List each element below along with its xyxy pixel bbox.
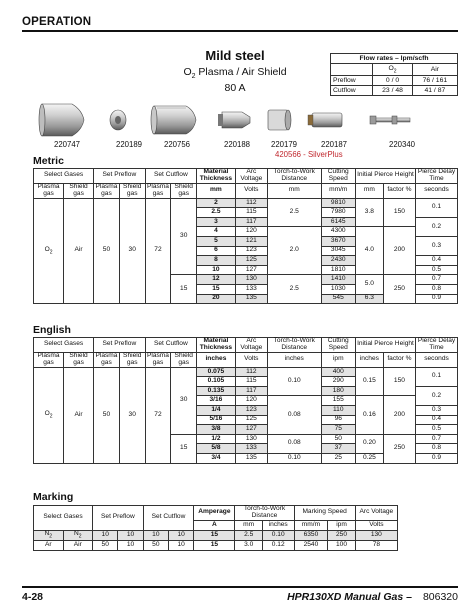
- unit-pierce: mm: [355, 183, 383, 198]
- hdr-pierce-delay: Pierce Delay Time: [416, 169, 458, 184]
- marking-cell: 2540: [294, 540, 328, 550]
- unit-delay: seconds: [416, 183, 458, 198]
- voltage-cell: 127: [235, 265, 267, 275]
- hdr-initial-pierce-height: Initial Pierce Height: [355, 338, 415, 353]
- gas-subtitle: $O_2$ Plasma / Air Shield: [183, 66, 287, 81]
- marking-gas-cell: $N_2$: [34, 530, 64, 540]
- speed-cell: 96: [321, 415, 355, 425]
- voltage-cell: 121: [235, 237, 267, 247]
- nozzle-retaining-cap-image: [151, 106, 196, 134]
- unit-distance: mm: [267, 183, 321, 198]
- cutflow-shield-cell: 30: [171, 198, 197, 275]
- unit-amperage: A: [194, 520, 235, 530]
- delay-cell: 0.4: [416, 415, 458, 425]
- hdr-set-preflow: Set Preflow: [94, 169, 146, 184]
- voltage-cell: 127: [235, 425, 267, 435]
- marking-cell: 15: [194, 530, 235, 540]
- speed-cell: 37: [321, 444, 355, 454]
- speed-cell: 1810: [321, 265, 355, 275]
- hdr-material-thickness: Material Thickness: [197, 338, 236, 353]
- flow-cell: 76 / 161: [412, 76, 457, 86]
- factor-cell: 200: [383, 227, 415, 275]
- plasma-gas-cell: $O_2$: [34, 367, 64, 463]
- silverplus-part-number: 420566 - SilverPlus: [275, 150, 343, 159]
- delay-cell: 0.5: [416, 265, 458, 275]
- distance-cell: 0.10: [267, 367, 321, 396]
- speed-cell: 75: [321, 425, 355, 435]
- cutflow-shield-cell: 15: [171, 434, 197, 463]
- marking-cell: 15: [194, 540, 235, 550]
- marking-gas-cell: $N_2$: [63, 530, 93, 540]
- shield-image: [110, 110, 126, 130]
- unit-volts: Volts: [355, 520, 397, 530]
- speed-cell: 50: [321, 434, 355, 444]
- part-number: 220756: [164, 140, 191, 149]
- marking-cell: 10: [169, 530, 194, 540]
- preflow-shield-cell: 30: [119, 198, 145, 304]
- voltage-cell: 133: [235, 285, 267, 295]
- factor-cell: 200: [383, 396, 415, 434]
- preflow-plasma-cell: 50: [94, 198, 120, 304]
- hdr-plasma-gas: Plasma gas: [146, 182, 169, 197]
- hdr-amperage: Amperage: [194, 506, 235, 521]
- plasma-gas-cell: $O_2$: [34, 198, 64, 304]
- unit-inches: inches: [262, 520, 294, 530]
- pierce-height-cell: 0.15: [355, 367, 383, 396]
- hdr-select-gases: Select Gases: [34, 169, 94, 184]
- hdr-set-cutflow: Set Cutflow: [145, 169, 197, 184]
- speed-cell: 25: [321, 454, 355, 464]
- flow-col-o2: $O_2$: [373, 64, 412, 76]
- cutflow-shield-cell: 15: [171, 275, 197, 304]
- factor-cell: 150: [383, 367, 415, 396]
- speed-cell: 1410: [321, 275, 355, 285]
- distance-cell: 0.08: [267, 396, 321, 434]
- hdr-arc-voltage: Arc Voltage: [235, 338, 267, 353]
- marking-cell: 10: [118, 540, 143, 550]
- voltage-cell: 135: [235, 454, 267, 464]
- cutflow-shield-cell: 30: [171, 367, 197, 434]
- unit-thickness: inches: [197, 352, 236, 367]
- speed-cell: 9810: [321, 198, 355, 208]
- delay-cell: 0.9: [416, 454, 458, 464]
- thickness-cell: 10: [197, 265, 236, 275]
- hdr-cutting-speed: Cutting Speed: [321, 169, 355, 184]
- distance-cell: 2.5: [267, 275, 321, 304]
- marking-gas-cell: Ar: [34, 540, 64, 550]
- part-number: 220179: [271, 140, 298, 149]
- voltage-cell: 125: [235, 256, 267, 266]
- voltage-cell: 117: [235, 386, 267, 396]
- metric-table: [33, 168, 458, 304]
- hdr-arc-voltage: Arc Voltage: [235, 169, 267, 184]
- speed-cell: 7980: [321, 208, 355, 218]
- marking-cell: 10: [118, 530, 143, 540]
- thickness-cell: 3/8: [197, 425, 236, 435]
- distance-cell: 0.10: [267, 454, 321, 464]
- voltage-cell: 125: [235, 415, 267, 425]
- thickness-cell: 0.105: [197, 377, 236, 387]
- english-table: [33, 337, 458, 464]
- part-number: 220340: [389, 140, 416, 149]
- hdr-initial-pierce-height: Initial Pierce Height: [355, 169, 415, 184]
- unit-factor: factor %: [383, 183, 415, 198]
- voltage-cell: 120: [235, 227, 267, 237]
- electrode-image: [308, 113, 342, 127]
- thickness-cell: 2: [197, 198, 236, 208]
- delay-cell: 0.8: [416, 285, 458, 295]
- marking-cell: 50: [93, 540, 118, 550]
- pierce-height-cell: 4.0: [355, 227, 383, 275]
- hdr-cutting-speed: Cutting Speed: [321, 338, 355, 353]
- english-heading: English: [33, 324, 71, 336]
- footer-rule: [22, 586, 458, 588]
- shield-gas-cell: Air: [64, 198, 94, 304]
- marking-heading: Marking: [33, 491, 74, 503]
- thickness-cell: 1/2: [197, 434, 236, 444]
- speed-cell: 3045: [321, 246, 355, 256]
- hdr-shield-gas: Shield gas: [64, 183, 94, 198]
- thickness-cell: 0.135: [197, 386, 236, 396]
- hdr-pierce-delay: Pierce Delay Time: [416, 338, 458, 353]
- delay-cell: 0.4: [416, 256, 458, 266]
- nozzle-image: [218, 112, 250, 128]
- hdr-plasma-gas: Plasma gas: [146, 351, 169, 366]
- page-number: 4-28: [22, 591, 44, 603]
- factor-cell: 250: [383, 275, 415, 304]
- delay-cell: 0.7: [416, 434, 458, 444]
- amperage-subtitle: 80 A: [224, 82, 246, 94]
- delay-cell: 0.2: [416, 386, 458, 405]
- flow-cell: 23 / 48: [373, 86, 412, 96]
- section-title: OPERATION: [22, 16, 92, 28]
- speed-cell: 545: [321, 294, 355, 304]
- hdr-select-gases: Select Gases: [34, 338, 94, 353]
- marking-cell: 0.12: [262, 540, 294, 550]
- manual-title: HPR130XD Manual Gas –: [287, 591, 412, 603]
- hdr-plasma-gas: Plasma gas: [95, 182, 118, 197]
- hdr-set-preflow: Set Preflow: [93, 506, 144, 531]
- thickness-cell: 1/4: [197, 406, 236, 416]
- voltage-cell: 130: [235, 434, 267, 444]
- part-number: 220187: [321, 140, 348, 149]
- hdr-marking-speed: Marking Speed: [294, 506, 355, 521]
- pierce-height-cell: 3.8: [355, 198, 383, 227]
- thickness-cell: 2.5: [197, 208, 236, 218]
- marking-cell: 250: [328, 530, 355, 540]
- unit-thickness: mm: [197, 183, 236, 198]
- speed-cell: 155: [321, 396, 355, 406]
- voltage-cell: 123: [235, 406, 267, 416]
- thickness-cell: 12: [197, 275, 236, 285]
- hdr-torch-distance: Torch-to-Work Distance: [235, 506, 294, 521]
- hdr-set-cutflow: Set Cutflow: [143, 506, 194, 531]
- thickness-cell: 20: [197, 294, 236, 304]
- marking-cell: 10: [143, 530, 168, 540]
- material-title: Mild steel: [205, 48, 265, 63]
- hdr-shield-gas: Shield gas: [171, 352, 197, 367]
- distance-cell: 2.0: [267, 227, 321, 275]
- pierce-height-cell: 0.20: [355, 434, 383, 453]
- flow-row-label: Preflow: [331, 76, 373, 86]
- preflow-shield-cell: 30: [119, 367, 145, 463]
- unit-ipm: ipm: [328, 520, 355, 530]
- delay-cell: 0.8: [416, 444, 458, 454]
- flow-rates-title: Flow rates – lpm/scfh: [331, 54, 458, 64]
- flow-row-label: Cutflow: [331, 86, 373, 96]
- thickness-cell: 0.075: [197, 367, 236, 377]
- part-number: 220189: [116, 140, 143, 149]
- metric-heading: Metric: [33, 155, 64, 167]
- unit-voltage: Volts: [235, 183, 267, 198]
- voltage-cell: 130: [235, 275, 267, 285]
- delay-cell: 0.1: [416, 367, 458, 386]
- marking-cell: 130: [355, 530, 397, 540]
- speed-cell: 180: [321, 386, 355, 396]
- water-tube-image: [370, 116, 410, 124]
- unit-speed: mm/m: [321, 183, 355, 198]
- distance-cell: 2.5: [267, 198, 321, 227]
- delay-cell: 0.7: [416, 275, 458, 285]
- marking-cell: 3.0: [235, 540, 262, 550]
- thickness-cell: 15: [197, 285, 236, 295]
- unit-distance: inches: [267, 352, 321, 367]
- hdr-plasma-gas: Plasma gas: [34, 183, 64, 198]
- hdr-shield-gas: Shield gas: [119, 183, 145, 198]
- hdr-select-gases: Select Gases: [34, 506, 93, 531]
- pierce-height-cell: 0.25: [355, 454, 383, 464]
- flow-cell: 41 / 87: [412, 86, 457, 96]
- header-rule: [22, 30, 458, 32]
- swirl-ring-image: [268, 110, 291, 130]
- marking-table: [33, 505, 398, 551]
- delay-cell: 0.3: [416, 237, 458, 256]
- flow-cell: 0 / 0: [373, 76, 412, 86]
- marking-cell: 10: [169, 540, 194, 550]
- voltage-cell: 115: [235, 377, 267, 387]
- voltage-cell: 112: [235, 198, 267, 208]
- marking-gas-cell: Air: [63, 540, 93, 550]
- speed-cell: 4300: [321, 227, 355, 237]
- hdr-torch-distance: Torch-to-Work Distance: [267, 338, 321, 353]
- voltage-cell: 133: [235, 444, 267, 454]
- unit-mmm: mm/m: [294, 520, 328, 530]
- page-header: [22, 6, 458, 32]
- unit-delay: seconds: [416, 352, 458, 367]
- delay-cell: 0.2: [416, 217, 458, 236]
- delay-cell: 0.9: [416, 294, 458, 304]
- cutflow-plasma-cell: 72: [145, 198, 171, 304]
- hdr-set-preflow: Set Preflow: [94, 338, 146, 353]
- unit-mm: mm: [235, 520, 262, 530]
- hdr-material-thickness: Material Thickness: [197, 169, 236, 184]
- pierce-height-cell: 5.0: [355, 275, 383, 294]
- hdr-set-cutflow: Set Cutflow: [145, 338, 197, 353]
- unit-voltage: Volts: [235, 352, 267, 367]
- pierce-height-cell: 6.3: [355, 294, 383, 304]
- thickness-cell: 5: [197, 237, 236, 247]
- thickness-cell: 8: [197, 256, 236, 266]
- unit-factor: factor %: [383, 352, 415, 367]
- voltage-cell: 117: [235, 217, 267, 227]
- hdr-shield-gas: Shield gas: [64, 352, 94, 367]
- speed-cell: 2430: [321, 256, 355, 266]
- distance-cell: 0.08: [267, 434, 321, 453]
- part-number: 220188: [224, 140, 251, 149]
- preflow-plasma-cell: 50: [94, 367, 120, 463]
- hdr-arc-voltage: Arc Voltage: [355, 506, 397, 521]
- thickness-cell: 4: [197, 227, 236, 237]
- speed-cell: 1030: [321, 285, 355, 295]
- unit-speed: ipm: [321, 352, 355, 367]
- speed-cell: 3670: [321, 237, 355, 247]
- flow-col-air: Air: [412, 64, 457, 76]
- marking-cell: 0.10: [262, 530, 294, 540]
- speed-cell: 6145: [321, 217, 355, 227]
- hdr-plasma-gas: Plasma gas: [95, 351, 118, 366]
- flow-corner-cell: [331, 64, 373, 76]
- consumable-parts-illustration: [36, 96, 446, 144]
- page-footer: [22, 586, 458, 606]
- thickness-cell: 3/4: [197, 454, 236, 464]
- flow-rates-table: [330, 53, 458, 96]
- voltage-cell: 112: [235, 367, 267, 377]
- voltage-cell: 135: [235, 294, 267, 304]
- part-numbers: [36, 140, 456, 160]
- voltage-cell: 123: [235, 246, 267, 256]
- factor-cell: 250: [383, 434, 415, 463]
- shield-cap-image: [39, 104, 84, 136]
- thickness-cell: 5/16: [197, 415, 236, 425]
- marking-cell: 100: [328, 540, 355, 550]
- hdr-plasma-gas: Plasma gas: [34, 352, 64, 367]
- speed-cell: 110: [321, 406, 355, 416]
- marking-cell: 10: [93, 530, 118, 540]
- thickness-cell: 5/8: [197, 444, 236, 454]
- thickness-cell: 3: [197, 217, 236, 227]
- voltage-cell: 115: [235, 208, 267, 218]
- hdr-shield-gas: Shield gas: [119, 352, 145, 367]
- thickness-cell: 3/16: [197, 396, 236, 406]
- factor-cell: 150: [383, 198, 415, 227]
- speed-cell: 290: [321, 377, 355, 387]
- document-number: 806320: [422, 591, 458, 603]
- delay-cell: 0.5: [416, 425, 458, 435]
- cutflow-plasma-cell: 72: [145, 367, 171, 463]
- thickness-cell: 6: [197, 246, 236, 256]
- marking-cell: 50: [143, 540, 168, 550]
- delay-cell: 0.3: [416, 406, 458, 416]
- marking-cell: 2.5: [235, 530, 262, 540]
- marking-cell: 78: [355, 540, 397, 550]
- shield-gas-cell: Air: [64, 367, 94, 463]
- speed-cell: 400: [321, 367, 355, 377]
- part-number: 220747: [54, 140, 81, 149]
- delay-cell: 0.1: [416, 198, 458, 217]
- hdr-torch-distance: Torch-to-Work Distance: [267, 169, 321, 184]
- hdr-shield-gas: Shield gas: [171, 183, 197, 198]
- voltage-cell: 120: [235, 396, 267, 406]
- marking-cell: 6350: [294, 530, 328, 540]
- unit-pierce: inches: [355, 352, 383, 367]
- pierce-height-cell: 0.16: [355, 396, 383, 434]
